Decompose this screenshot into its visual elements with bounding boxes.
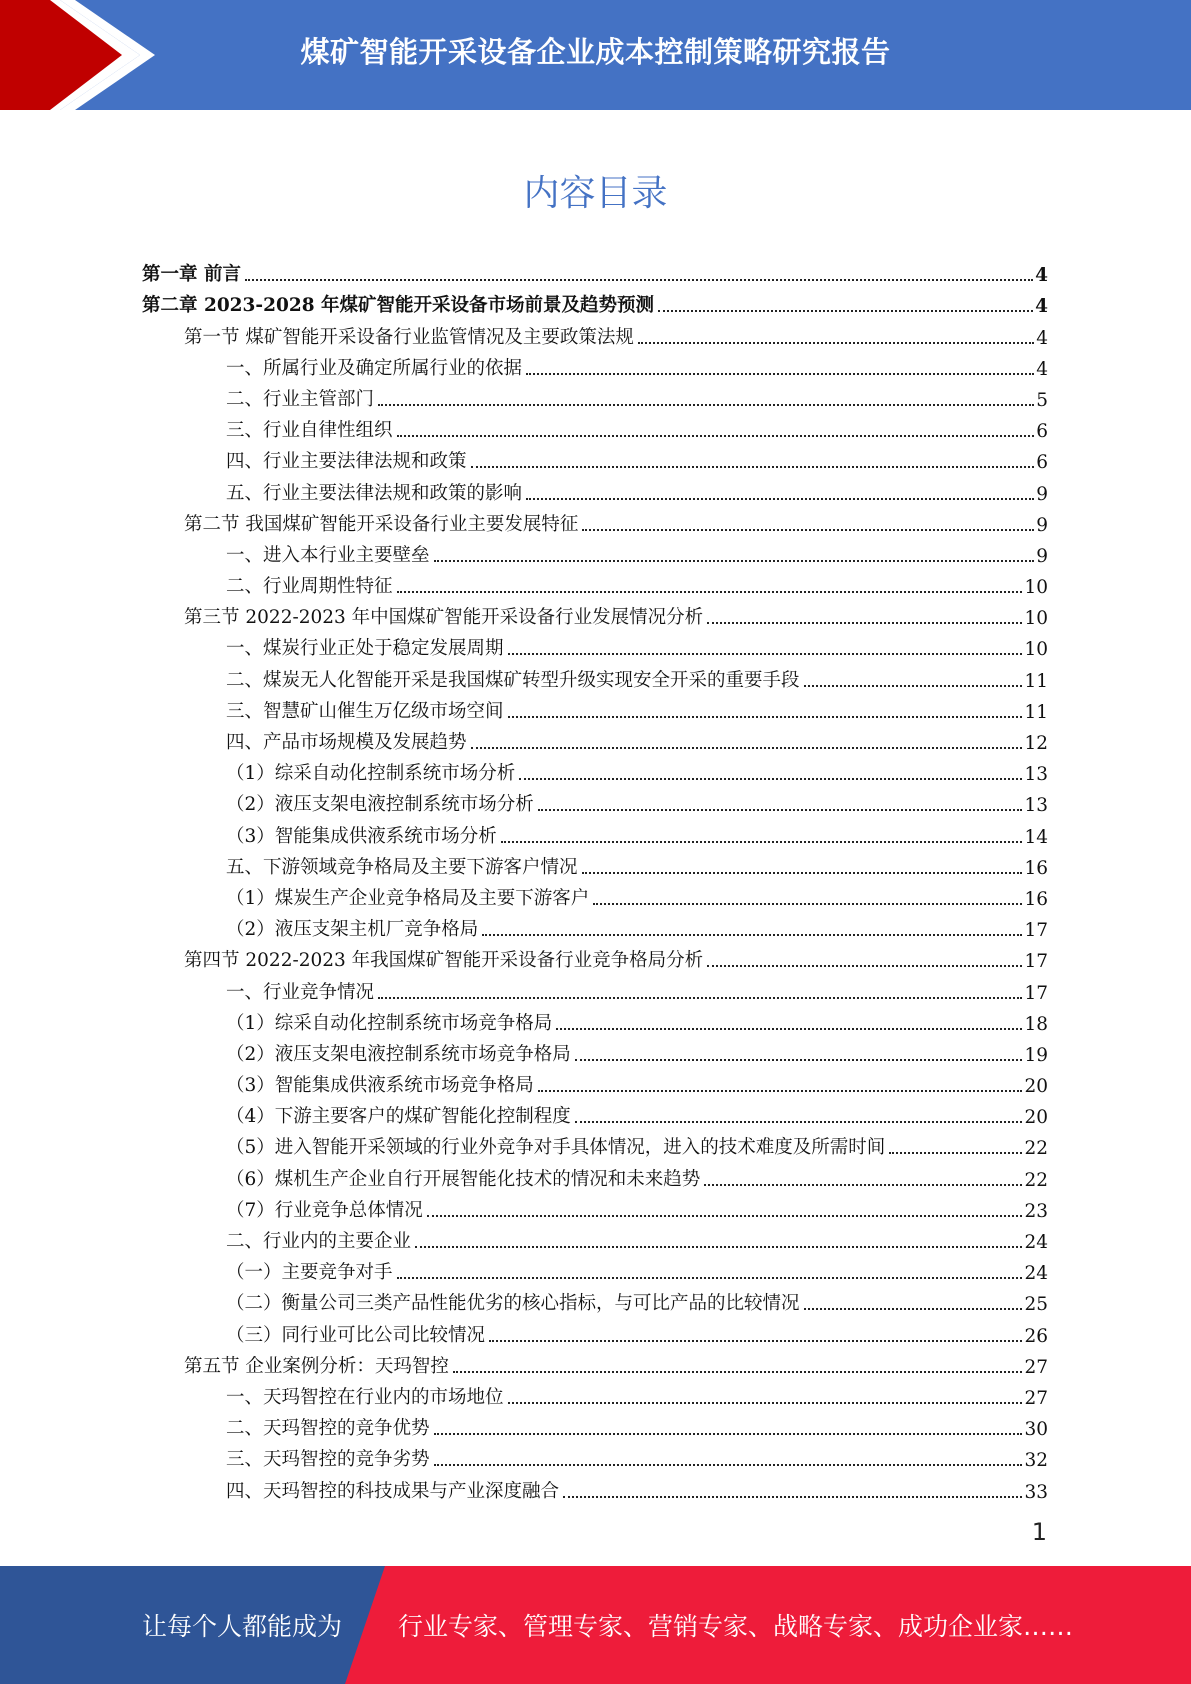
toc-entry-page: 27 bbox=[1024, 1387, 1048, 1409]
toc-entry-title: 五、行业主要法律法规和政策的影响 bbox=[226, 482, 523, 504]
toc-dot-leader bbox=[378, 403, 1034, 406]
toc-entry-page: 27 bbox=[1024, 1356, 1048, 1378]
toc-entry-title: 二、煤炭无人化智能开采是我国煤矿转型升级实现安全开采的重要手段 bbox=[226, 669, 800, 691]
toc-entry[interactable] bbox=[142, 598, 1048, 629]
toc-entry[interactable] bbox=[142, 473, 1048, 504]
toc-entry[interactable] bbox=[142, 536, 1048, 567]
toc-entry[interactable] bbox=[142, 1347, 1048, 1378]
toc-entry[interactable] bbox=[142, 1191, 1048, 1222]
toc-entry[interactable] bbox=[142, 317, 1048, 348]
toc-entry-title: 三、智慧矿山催生万亿级市场空间 bbox=[226, 700, 504, 722]
toc-entry[interactable] bbox=[142, 1004, 1048, 1035]
toc-entry[interactable] bbox=[142, 567, 1048, 598]
toc-dot-leader bbox=[538, 808, 1023, 811]
toc-dot-leader bbox=[489, 1339, 1022, 1342]
toc-entry-title: 四、行业主要法律法规和政策 bbox=[226, 451, 467, 473]
toc-entry[interactable] bbox=[142, 1128, 1048, 1159]
toc-entry-page: 4 bbox=[1035, 265, 1048, 287]
toc-entry-title: 第三节 2022-2023 年中国煤矿智能开采设备行业发展情况分析 bbox=[184, 607, 704, 629]
toc-entry-title: 第二章 2023-2028 年煤矿智能开采设备市场前景及趋势预测 bbox=[142, 295, 655, 317]
toc-entry-page: 10 bbox=[1024, 577, 1048, 599]
toc-entry[interactable] bbox=[142, 411, 1048, 442]
toc-entry-page: 33 bbox=[1024, 1481, 1048, 1503]
toc-entry-title: 五、下游领域竞争格局及主要下游客户情况 bbox=[226, 856, 578, 878]
toc-dot-leader bbox=[704, 1183, 1022, 1186]
toc-entry[interactable] bbox=[142, 380, 1048, 411]
toc-entry-page: 30 bbox=[1024, 1419, 1048, 1441]
toc-entry-title: （3）智能集成供液系统市场竞争格局 bbox=[226, 1075, 534, 1097]
toc-dot-leader bbox=[519, 777, 1022, 780]
toc-dot-leader bbox=[582, 871, 1023, 874]
toc-entry[interactable] bbox=[142, 349, 1048, 380]
toc-entry-page: 25 bbox=[1024, 1294, 1048, 1316]
toc-entry[interactable] bbox=[142, 1315, 1048, 1346]
toc-dot-leader bbox=[563, 1495, 1022, 1498]
toc-entry-page: 19 bbox=[1024, 1044, 1048, 1066]
toc-entry-page: 13 bbox=[1024, 764, 1048, 786]
toc-entry[interactable] bbox=[142, 879, 1048, 910]
toc-entry-title: 四、产品市场规模及发展趋势 bbox=[226, 732, 467, 753]
toc-entry-page: 16 bbox=[1024, 888, 1048, 910]
toc-entry[interactable] bbox=[142, 660, 1048, 691]
toc-entry-page: 6 bbox=[1036, 421, 1048, 443]
toc-entry-title: 第四节 2022-2023 年我国煤矿智能开采设备行业竞争格局分析 bbox=[184, 950, 704, 972]
toc-entry-page: 24 bbox=[1024, 1263, 1048, 1285]
toc-entry[interactable] bbox=[142, 816, 1048, 847]
toc-dot-leader bbox=[415, 1245, 1022, 1248]
toc-entry-page: 18 bbox=[1024, 1013, 1048, 1035]
toc-entry[interactable] bbox=[142, 910, 1048, 941]
footer-slogan-right: 行业专家、管理专家、营销专家、战略专家、成功企业家…… bbox=[398, 1612, 1074, 1641]
toc-dot-leader bbox=[453, 1370, 1023, 1373]
toc-entry-title: 四、天玛智控的科技成果与产业深度融合 bbox=[226, 1480, 560, 1502]
toc-entry-page: 23 bbox=[1024, 1200, 1048, 1222]
toc-entry-title: 二、行业内的主要企业 bbox=[226, 1231, 412, 1252]
table-of-contents bbox=[142, 255, 1048, 1503]
toc-entry-title: （6）煤机生产企业自行开展智能化技术的情况和未来趋势 bbox=[226, 1168, 701, 1190]
toc-dot-leader bbox=[434, 1463, 1023, 1466]
toc-dot-leader bbox=[593, 902, 1022, 905]
toc-entry-title: 一、天玛智控在行业内的市场地位 bbox=[226, 1386, 504, 1408]
toc-entry-page: 4 bbox=[1036, 327, 1048, 349]
toc-entry-page: 32 bbox=[1024, 1450, 1048, 1472]
toc-entry-title: 三、行业自律性组织 bbox=[226, 420, 393, 442]
toc-dot-leader bbox=[427, 1214, 1023, 1217]
toc-entry-page: 9 bbox=[1036, 514, 1048, 536]
toc-entry[interactable] bbox=[142, 286, 1048, 317]
toc-dot-leader bbox=[501, 840, 1023, 843]
toc-entry[interactable] bbox=[142, 629, 1048, 660]
toc-heading: 内容目录 bbox=[523, 173, 668, 214]
page-footer bbox=[0, 1566, 1191, 1684]
toc-entry[interactable] bbox=[142, 848, 1048, 879]
toc-dot-leader bbox=[575, 1120, 1023, 1123]
toc-entry-page: 4 bbox=[1035, 296, 1048, 318]
toc-entry[interactable] bbox=[142, 1471, 1048, 1502]
toc-entry[interactable] bbox=[142, 692, 1048, 723]
toc-entry[interactable] bbox=[142, 1066, 1048, 1097]
report-title: 煤矿智能开采设备企业成本控制策略研究报告 bbox=[300, 34, 891, 69]
footer-slogan-left: 让每个人都能成为 bbox=[142, 1612, 343, 1641]
toc-entry[interactable] bbox=[142, 723, 1048, 754]
toc-entry-title: 第一章 前言 bbox=[142, 264, 241, 286]
toc-entry-page: 11 bbox=[1024, 701, 1048, 723]
toc-dot-leader bbox=[397, 1276, 1023, 1279]
toc-entry[interactable] bbox=[142, 941, 1048, 972]
toc-entry-page: 20 bbox=[1024, 1076, 1048, 1098]
toc-entry-page: 22 bbox=[1024, 1169, 1048, 1191]
toc-dot-leader bbox=[378, 996, 1022, 999]
toc-entry[interactable] bbox=[142, 1159, 1048, 1190]
toc-entry-page: 22 bbox=[1024, 1138, 1048, 1160]
toc-entry-title: （2）液压支架电液控制系统市场分析 bbox=[226, 794, 534, 816]
toc-entry-page: 17 bbox=[1024, 982, 1048, 1004]
toc-entry-title: （1）综采自动化控制系统市场分析 bbox=[226, 763, 516, 785]
toc-entry-title: 第一节 煤矿智能开采设备行业监管情况及主要政策法规 bbox=[184, 326, 634, 348]
toc-entry-page: 26 bbox=[1024, 1325, 1048, 1347]
page-number: 1 bbox=[1031, 1518, 1047, 1546]
toc-entry-title: 一、进入本行业主要壁垒 bbox=[226, 544, 430, 566]
toc-dot-leader bbox=[526, 372, 1034, 375]
toc-entry-title: （一）主要竞争对手 bbox=[226, 1262, 393, 1284]
toc-entry-title: （1）煤炭生产企业竞争格局及主要下游客户 bbox=[226, 887, 590, 909]
toc-entry[interactable] bbox=[142, 1222, 1048, 1253]
toc-entry-page: 17 bbox=[1024, 920, 1048, 942]
toc-entry[interactable] bbox=[142, 1378, 1048, 1409]
toc-entry-title: （2）液压支架电液控制系统市场竞争格局 bbox=[226, 1043, 571, 1065]
toc-dot-leader bbox=[538, 1089, 1023, 1092]
toc-entry-page: 24 bbox=[1024, 1232, 1048, 1253]
toc-entry-page: 10 bbox=[1024, 639, 1048, 661]
page-header bbox=[0, 0, 1191, 110]
toc-entry[interactable] bbox=[142, 1097, 1048, 1128]
toc-entry[interactable] bbox=[142, 754, 1048, 785]
toc-entry-title: （7）行业竞争总体情况 bbox=[226, 1199, 423, 1221]
toc-entry[interactable] bbox=[142, 1284, 1048, 1315]
toc-entry-title: 第五节 企业案例分析：天玛智控 bbox=[184, 1355, 449, 1377]
toc-dot-leader bbox=[397, 590, 1023, 593]
toc-entry[interactable] bbox=[142, 505, 1048, 536]
toc-entry-page: 14 bbox=[1024, 826, 1048, 848]
toc-dot-leader bbox=[471, 465, 1035, 468]
toc-entry[interactable] bbox=[142, 972, 1048, 1003]
toc-entry[interactable] bbox=[142, 442, 1048, 473]
toc-entry-title: 二、天玛智控的竞争优势 bbox=[226, 1418, 430, 1440]
toc-entry-title: 二、行业主管部门 bbox=[226, 388, 375, 410]
toc-dot-leader bbox=[638, 341, 1034, 344]
toc-dot-leader bbox=[397, 434, 1035, 437]
toc-entry-title: （2）液压支架主机厂竞争格局 bbox=[226, 919, 479, 941]
toc-dot-leader bbox=[508, 715, 1023, 718]
toc-entry-title: 一、所属行业及确定所属行业的依据 bbox=[226, 357, 523, 379]
toc-entry-page: 6 bbox=[1036, 452, 1048, 474]
toc-entry-page: 9 bbox=[1036, 483, 1048, 505]
toc-entry-title: 二、行业周期性特征 bbox=[226, 576, 393, 598]
toc-dot-leader bbox=[582, 528, 1034, 531]
toc-dot-leader bbox=[658, 309, 1033, 312]
toc-dot-leader bbox=[707, 964, 1022, 967]
toc-entry[interactable] bbox=[142, 1035, 1048, 1066]
toc-entry-page: 17 bbox=[1024, 951, 1048, 973]
toc-dot-leader bbox=[707, 621, 1022, 624]
toc-entry[interactable] bbox=[142, 785, 1048, 816]
toc-entry-page: 9 bbox=[1036, 545, 1048, 567]
toc-entry-title: （5）进入智能开采领域的行业外竞争对手具体情况，进入的技术难度及所需时间 bbox=[226, 1137, 886, 1159]
toc-entry-page: 11 bbox=[1024, 670, 1048, 692]
toc-entry[interactable] bbox=[142, 255, 1048, 286]
toc-entry-title: （三）同行业可比公司比较情况 bbox=[226, 1324, 486, 1346]
toc-entry[interactable] bbox=[142, 1409, 1048, 1440]
toc-entry-page: 10 bbox=[1024, 608, 1048, 630]
toc-entry-title: （4）下游主要客户的煤矿智能化控制程度 bbox=[226, 1106, 571, 1128]
toc-entry-title: 一、煤炭行业正处于稳定发展周期 bbox=[226, 638, 504, 660]
toc-dot-leader bbox=[556, 1027, 1022, 1030]
toc-entry-title: （3）智能集成供液系统市场分析 bbox=[226, 825, 497, 847]
toc-entry-title: （1）综采自动化控制系统市场竞争格局 bbox=[226, 1012, 553, 1034]
toc-entry[interactable] bbox=[142, 1440, 1048, 1471]
toc-dot-leader bbox=[434, 559, 1035, 562]
toc-dot-leader bbox=[482, 933, 1022, 936]
toc-entry-page: 12 bbox=[1024, 733, 1048, 754]
toc-entry-page: 5 bbox=[1036, 389, 1048, 411]
toc-entry-page: 4 bbox=[1036, 358, 1048, 380]
toc-entry-page: 16 bbox=[1024, 857, 1048, 879]
toc-entry-title: （二）衡量公司三类产品性能优劣的核心指标，与可比产品的比较情况 bbox=[226, 1293, 800, 1315]
toc-dot-leader bbox=[889, 1151, 1022, 1154]
toc-dot-leader bbox=[508, 652, 1023, 655]
toc-dot-leader bbox=[434, 1432, 1023, 1435]
toc-dot-leader bbox=[804, 684, 1023, 687]
toc-entry-title: 一、行业竞争情况 bbox=[226, 981, 375, 1003]
toc-dot-leader bbox=[526, 497, 1034, 500]
toc-dot-leader bbox=[575, 1058, 1023, 1061]
toc-entry[interactable] bbox=[142, 1253, 1048, 1284]
toc-entry-title: 第二节 我国煤矿智能开采设备行业主要发展特征 bbox=[184, 513, 579, 535]
toc-entry-title: 三、天玛智控的竞争劣势 bbox=[226, 1449, 430, 1471]
toc-dot-leader bbox=[471, 746, 1023, 749]
toc-dot-leader bbox=[804, 1307, 1023, 1310]
toc-dot-leader bbox=[508, 1401, 1023, 1404]
toc-entry-page: 20 bbox=[1024, 1107, 1048, 1129]
toc-dot-leader bbox=[245, 278, 1033, 281]
toc-entry-page: 13 bbox=[1024, 795, 1048, 817]
